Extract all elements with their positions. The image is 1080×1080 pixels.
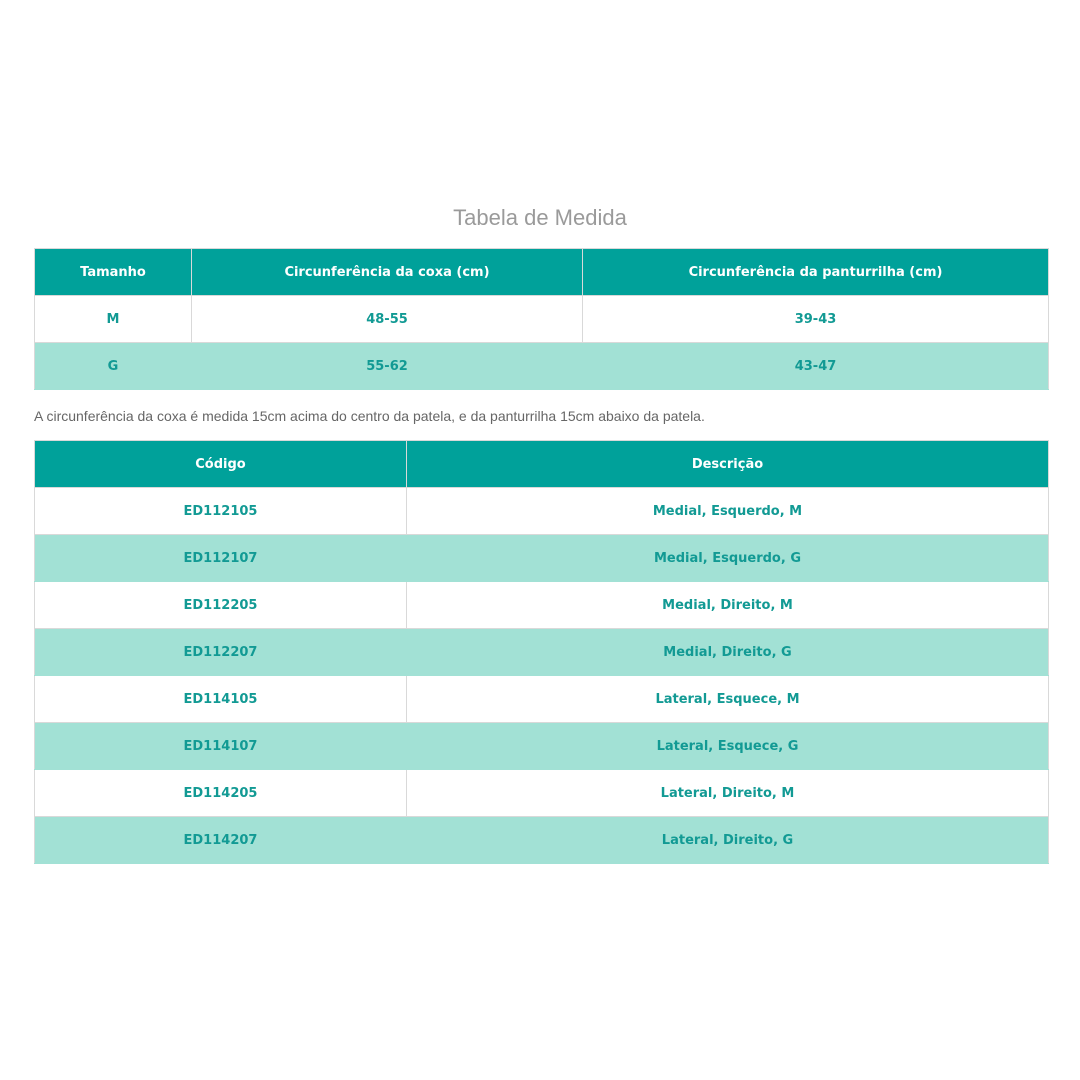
size-table	[34, 248, 1049, 390]
code-table-header-row	[35, 441, 1049, 488]
table-row	[35, 582, 1049, 629]
code-cell: ED112205	[35, 582, 407, 629]
code-cell: ED112105	[35, 488, 407, 535]
code-cell: ED114107	[35, 723, 407, 770]
table-row	[35, 296, 1049, 343]
description-cell: Medial, Esquerdo, M	[407, 488, 1049, 535]
header-description: Descrição	[407, 441, 1049, 488]
code-cell: ED112207	[35, 629, 407, 676]
header-thigh-circumference: Circunferência da coxa (cm)	[192, 249, 583, 296]
thigh-cell: 48-55	[192, 296, 583, 343]
table-row	[35, 676, 1049, 723]
code-cell: ED112107	[35, 535, 407, 582]
description-cell: Lateral, Esquece, G	[407, 723, 1049, 770]
table-row	[35, 629, 1049, 676]
table-row	[35, 817, 1049, 864]
header-code: Código	[35, 441, 407, 488]
calf-cell: 39-43	[583, 296, 1049, 343]
description-cell: Lateral, Direito, M	[407, 770, 1049, 817]
code-table	[34, 440, 1049, 864]
size-cell: G	[35, 343, 192, 390]
description-cell: Medial, Esquerdo, G	[407, 535, 1049, 582]
page-title: Tabela de Medida	[453, 205, 627, 230]
size-cell: M	[35, 296, 192, 343]
table-row	[35, 488, 1049, 535]
code-cell: ED114207	[35, 817, 407, 864]
size-table-header-row	[35, 249, 1049, 296]
description-cell: Medial, Direito, M	[407, 582, 1049, 629]
header-size: Tamanho	[35, 249, 192, 296]
description-cell: Medial, Direito, G	[407, 629, 1049, 676]
measurement-note: A circunferência da coxa é medida 15cm acima do centro da patela, e da panturrilha 15cm abaixo da patela.	[34, 408, 705, 424]
table-row	[35, 723, 1049, 770]
thigh-cell: 55-62	[192, 343, 583, 390]
description-cell: Lateral, Direito, G	[407, 817, 1049, 864]
header-calf-circumference: Circunferência da panturrilha (cm)	[583, 249, 1049, 296]
calf-cell: 43-47	[583, 343, 1049, 390]
table-row	[35, 343, 1049, 390]
code-cell: ED114105	[35, 676, 407, 723]
code-cell: ED114205	[35, 770, 407, 817]
table-row	[35, 770, 1049, 817]
table-row	[35, 535, 1049, 582]
description-cell: Lateral, Esquece, M	[407, 676, 1049, 723]
